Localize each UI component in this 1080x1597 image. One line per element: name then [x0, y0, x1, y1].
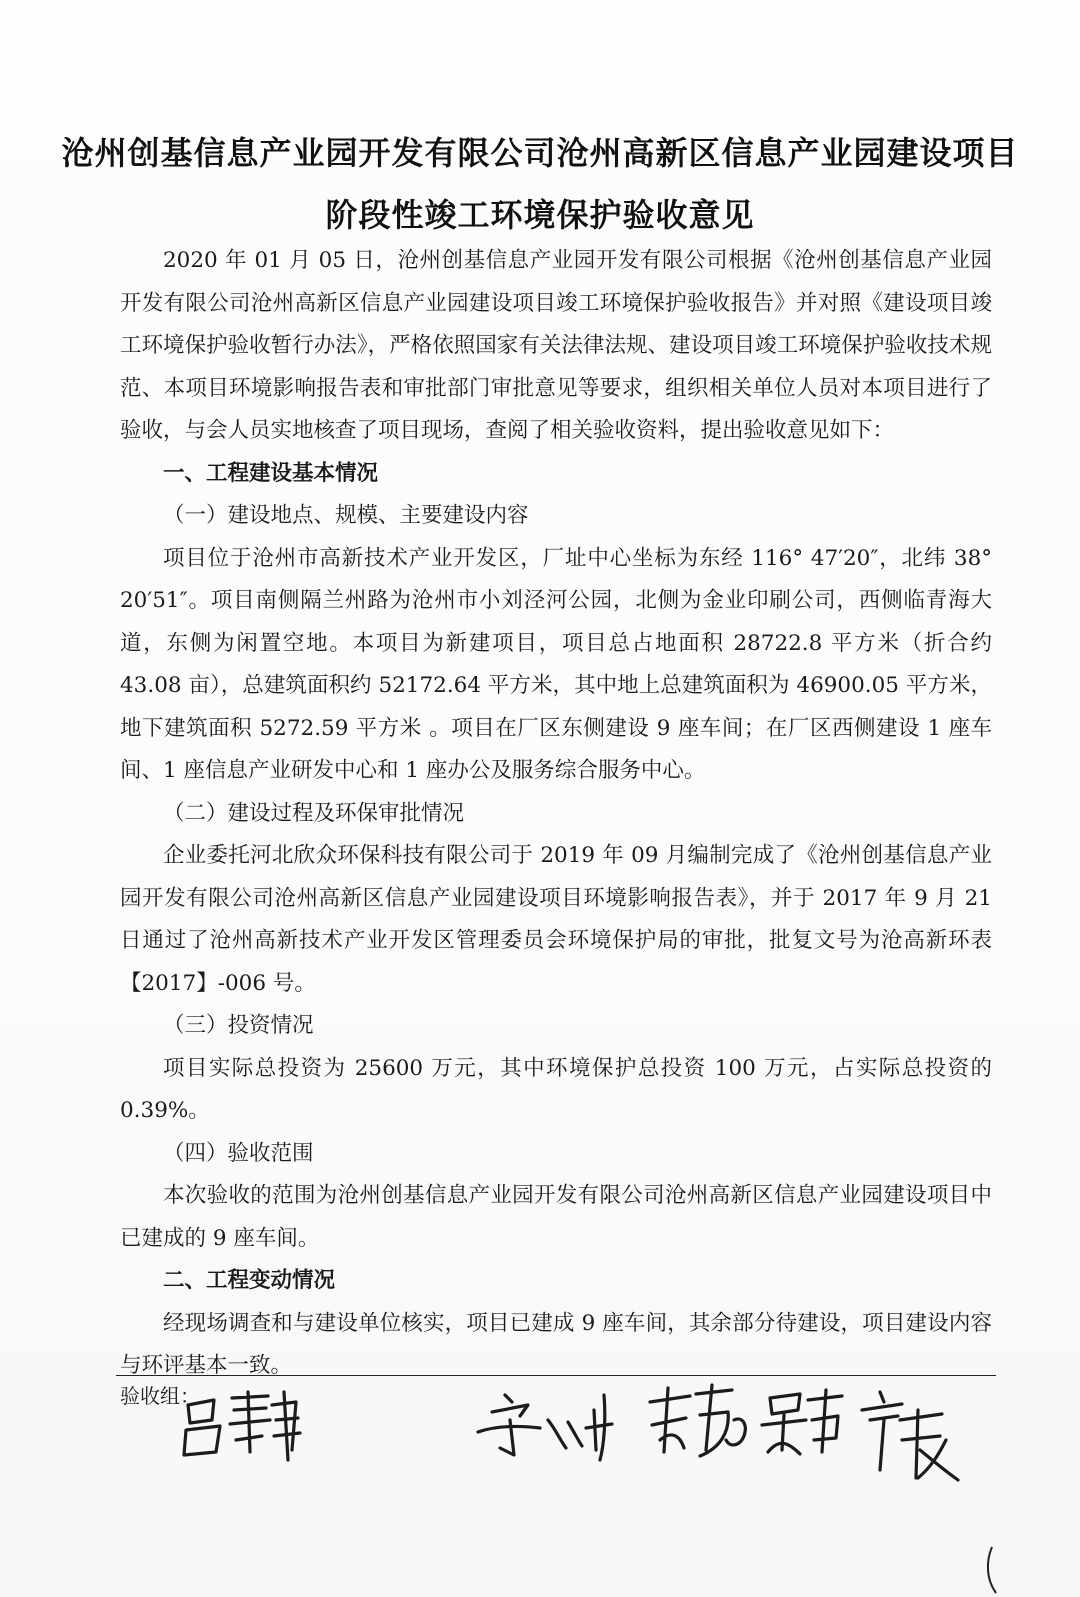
corner-mark: [980, 1545, 1020, 1597]
subsection3-paragraph: 项目实际总投资为 25600 万元，其中环境保护总投资 100 万元，占实际总投资的 0.39%。: [120, 1055, 992, 1123]
subsection2-paragraph: 企业委托河北欣众环保科技有限公司于 2019 年 09 月编制完成了《沧州创基信息产业园开发有限公司沧州高新区信息产业园建设项目环境影响报告表》，并于 2017 年 9 月 21 日通过了沧州高新技术产业开发区管理委员会环境保护局的审批，批复文号为沧高新环表【2017】-006 号。: [120, 843, 992, 996]
intro-paragraph: 2020 年 01 月 05 日，沧州创基信息产业园开发有限公司根据《沧州创基信息产业园开发有限公司沧州高新区信息产业园建设项目竣工环境保护验收报告》并对照《建设项目竣工环境保护验收暂行办法》，严格依照国家有关法律法规、建设项目竣工环境保护验收技术规范、本项目环境影响报告表和审批部门审批意见等要求，组织相关单位人员对本项目进行了验收，与会人员实地核查了项目现场，查阅了相关验收资料，提出验收意见如下：: [120, 248, 992, 443]
signature-4: [762, 1390, 842, 1454]
subsection1-paragraph: 项目位于沧州市高新技术产业开发区，厂址中心坐标为东经 116° 47′20″，北纬 38° 20′51″。项目南侧隔兰州路为沧州市小刘泾河公园，北侧为金业印刷公司，西侧临青海大道，东侧为闲置空地。本项目为新建项目，项目总占地面积 28722.8 平方米（折合约 43.08 亩），总建筑面积约 52172.64 平方米，其中地上总建筑面积为 46900.05 平方米，地下建筑面积 5272.59 平方米 。项目在厂区东侧建设 9 座车间；在厂区西侧建设 1 座车间、1 座信息产业研发中心和 1 座办公及服务综合服务中心。: [120, 545, 992, 783]
subsection3-heading: （三）投资情况: [163, 1013, 314, 1038]
section2-heading: 二、工程变动情况: [163, 1268, 336, 1293]
signature-1: [184, 1392, 300, 1460]
document-title-line2: 阶段性竣工环境保护验收意见: [325, 196, 755, 234]
subsection4-heading: （四）验收范围: [163, 1140, 314, 1166]
signature-5: [862, 1392, 958, 1480]
signature-divider: [116, 1375, 996, 1376]
document-body: [120, 240, 992, 1388]
subsection4-paragraph: 本次验收的范围为沧州创基信息产业园开发有限公司沧州高新区信息产业园建设项目中已建成的 9 座车间。: [120, 1183, 992, 1251]
signature-3: [650, 1385, 745, 1456]
section1-heading: 一、工程建设基本情况: [163, 460, 379, 486]
section2-paragraph: 经现场调查和与建设单位核实，项目已建成 9 座车间，其余部分待建设，项目建设内容与环评基本一致。: [120, 1310, 992, 1378]
signature-label: 验收组：: [120, 1384, 200, 1408]
subsection2-heading: （二）建设过程及环保审批情况: [163, 800, 465, 826]
document-title-line1: 沧州创基信息产业园开发有限公司沧州高新区信息产业园建设项目: [61, 134, 1019, 172]
signature-2: [478, 1395, 612, 1460]
subsection1-heading: （一）建设地点、规模、主要建设内容: [163, 503, 529, 528]
